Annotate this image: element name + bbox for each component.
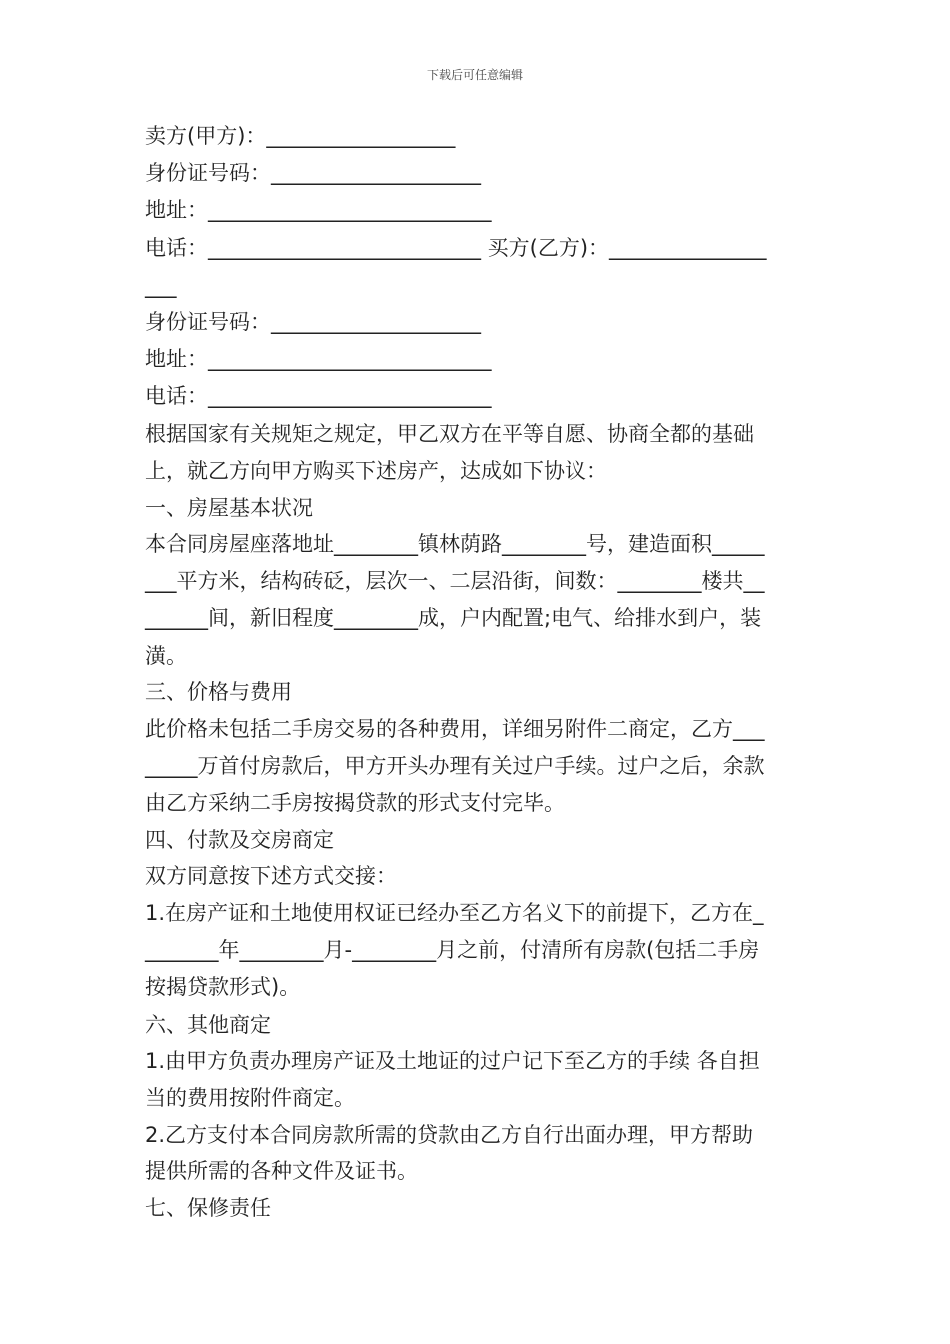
section-1-text-4: 潢。: [145, 644, 187, 668]
section-heading-6: 六、其他商定: [145, 1013, 271, 1037]
section-1-text-1: 本合同房屋座落地址________镇林荫路________号，建造面积_____: [145, 532, 765, 556]
preamble-line-2: 上，就乙方向甲方购买下述房产，达成如下协议：: [145, 459, 607, 483]
section-3-text-1: 此价格未包括二手房交易的各种费用，详细另附件二商定，乙方___: [145, 717, 765, 741]
section-heading-4: 四、付款及交房商定: [145, 828, 334, 852]
section-4-item-1-line-3: 按揭贷款形式)。: [145, 975, 301, 999]
section-heading-7: 七、保修责任: [145, 1196, 271, 1220]
seller-address-line: 地址：___________________________: [145, 198, 492, 222]
section-1-text-2: ___平方米，结构砖砭，层次一、二层沿街，间数：________楼共__: [145, 569, 765, 593]
seller-id-line: 身份证号码：____________________: [145, 161, 481, 185]
section-4-text-1: 双方同意按下述方式交接：: [145, 864, 397, 888]
section-heading-1: 一、房屋基本状况: [145, 496, 313, 520]
section-4-item-1-line-1: 1.在房产证和土地使用权证已经办至乙方名义下的前提下，乙方在_: [145, 901, 764, 925]
seller-name-line: 卖方(甲方)：__________________: [145, 124, 456, 148]
buyer-address-line: 地址：___________________________: [145, 347, 492, 371]
section-6-item-1-line-2: 当的费用按附件商定。: [145, 1086, 355, 1110]
seller-phone-buyer-line: 电话：__________________________ 买方(乙方)：_______________: [145, 236, 767, 260]
page-header-note: 下载后可任意编辑: [426, 68, 523, 82]
section-6-item-2-line-2: 提供所需的各种文件及证书。: [145, 1159, 418, 1183]
section-heading-3: 三、价格与费用: [145, 680, 292, 704]
buyer-id-line: 身份证号码：____________________: [145, 310, 481, 334]
section-1-text-3: ______间，新旧程度________成，户内配置;电气、给排水到户，装: [145, 606, 762, 630]
section-3-text-3: 由乙方采纳二手房按揭贷款的形式支付完毕。: [145, 791, 565, 815]
preamble-line-1: 根据国家有关规矩之规定，甲乙双方在平等自愿、协商全都的基础: [145, 422, 754, 446]
buyer-phone-line: 电话：___________________________: [145, 384, 492, 408]
section-3-text-2: _____万首付房款后，甲方开头办理有关过户手续。过户之后，余款: [145, 754, 765, 778]
buyer-name-continuation: ___: [145, 274, 177, 298]
section-6-item-1-line-1: 1.由甲方负责办理房产证及土地证的过户记下至乙方的手续 各自担: [145, 1049, 760, 1073]
section-4-item-1-line-2: _______年________月-________月之前，付清所有房款(包括二手房: [145, 938, 760, 962]
section-6-item-2-line-1: 2.乙方支付本合同房款所需的贷款由乙方自行出面办理，甲方帮助: [145, 1123, 754, 1147]
